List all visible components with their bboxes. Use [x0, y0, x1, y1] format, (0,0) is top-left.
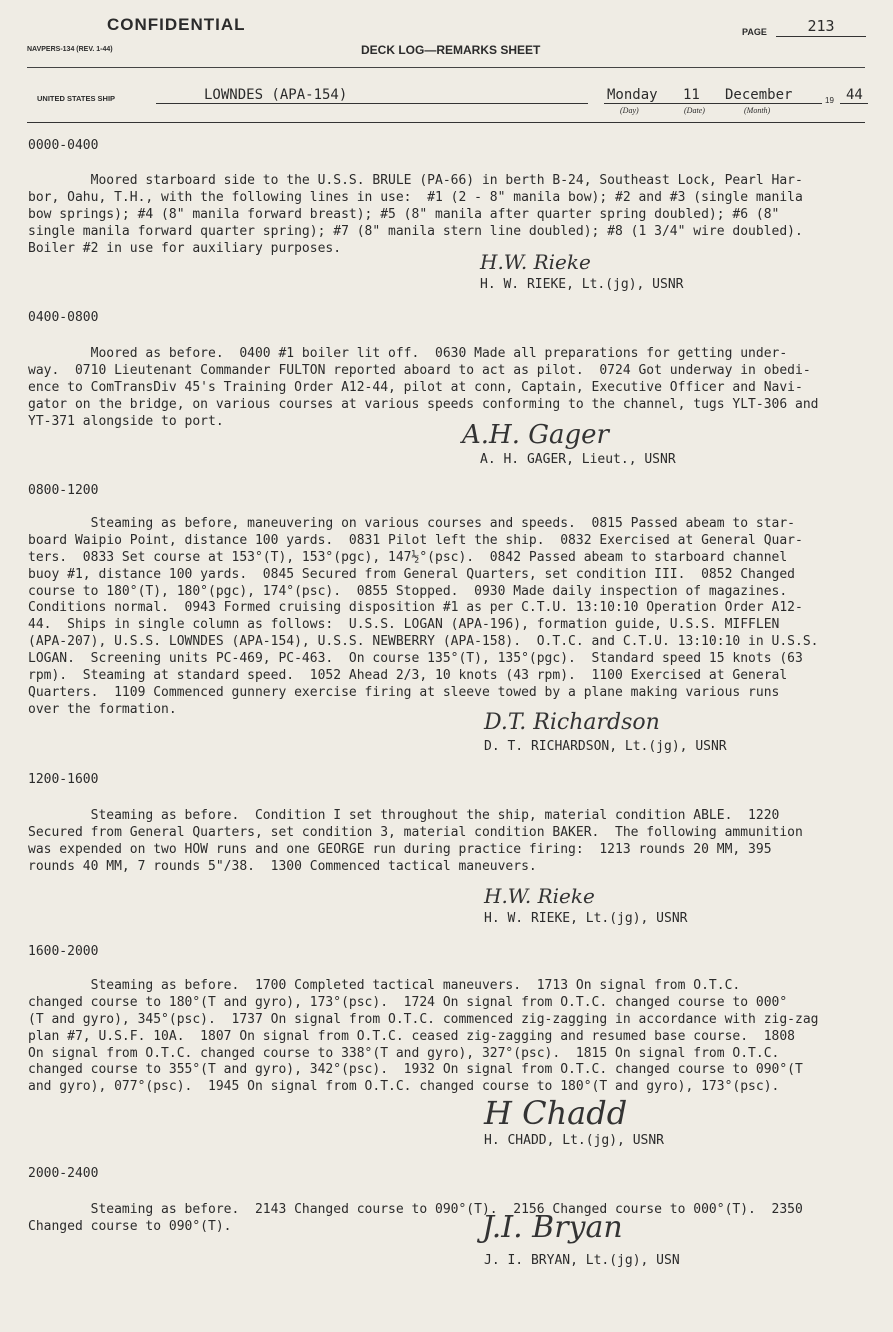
month-value: December [725, 87, 793, 103]
signed-name: H. W. RIEKE, Lt.(jg), USNR [480, 277, 684, 292]
header-rule [27, 67, 865, 68]
signed-name: H. CHADD, Lt.(jg), USNR [484, 1133, 665, 1148]
month-caption: (Month) [744, 106, 771, 115]
remark-line: Secured from General Quarters, set condition 3, material condition BAKER. The following ammunition [28, 824, 803, 840]
remark-line: Changed course to 090°(T). [28, 1218, 232, 1234]
remark-line: On signal from O.T.C. changed course to 338°(T and gyro), 327°(psc). 1815 On signal from O.T.C. [28, 1045, 780, 1061]
signature: H Chadd [484, 1094, 628, 1132]
remark-line: Quarters. 1109 Commenced gunnery exercise firing at sleeve towed by a plane making various runs [28, 684, 780, 700]
watch-time: 0400-0800 [28, 310, 99, 325]
remark-line: (T and gyro), 345°(psc). 1737 On signal from O.T.C. commenced zig-zagging in accordance with zig-zag [28, 1011, 819, 1027]
watch-time: 2000-2400 [28, 1166, 99, 1181]
watch-remarks [28, 791, 868, 892]
remark-line: Steaming as before, maneuvering on various courses and speeds. 0815 Passed abeam to star- [28, 515, 796, 531]
watch-time: 0800-1200 [28, 483, 99, 498]
day-value: Monday [607, 87, 658, 103]
signature: H.W. Rieke [480, 250, 591, 274]
ship-name: LOWNDES (APA-154) [204, 87, 348, 103]
remark-line: changed course to 180°(T and gyro), 173°(psc). 1724 On signal from O.T.C. changed course to 000° [28, 994, 788, 1010]
remark-line: changed course to 355°(T and gyro), 342°(psc). 1932 On signal from O.T.C. changed course to 090°(T [28, 1062, 803, 1078]
remark-line: way. 0710 Lieutenant Commander FULTON reported aboard to act as pilot. 0724 Got underway in obedi- [28, 362, 811, 378]
year-prefix: 19 [825, 96, 834, 105]
remark-line: bor, Oahu, T.H., with the following lines in use: #1 (2 - 8" manila bow); #2 and #3 (single manila [28, 189, 803, 205]
remark-line: board Waipio Point, distance 100 yards. 0831 Pilot left the ship. 0832 Exercised at General Quar- [28, 532, 803, 548]
remark-line: 44. Ships in single column as follows: U.S.S. LOGAN (APA-196), formation guide, U.S.S. MIFFLEN [28, 617, 780, 633]
remark-line: ence to ComTransDiv 45's Training Order A12-44, pilot at conn, Captain, Executive Officer and Navi- [28, 379, 803, 395]
remark-line: Steaming as before. Condition I set throughout the ship, material condition ABLE. 1220 [28, 807, 780, 823]
remark-line: bow springs); #4 (8" manila forward breast); #5 (8" manila after quarter spring doubled); #6 (8" [28, 206, 780, 222]
watch-time: 1600-2000 [28, 944, 99, 959]
remark-line: buoy #1, distance 100 yards. 0845 Secured from General Quarters, set condition III. 0852 Changed [28, 566, 796, 582]
date-caption: (Date) [684, 106, 705, 115]
signed-name: D. T. RICHARDSON, Lt.(jg), USNR [484, 739, 727, 754]
signed-name: A. H. GAGER, Lieut., USNR [480, 452, 676, 467]
classification-stamp: CONFIDENTIAL [107, 15, 246, 34]
remark-line: gator on the bridge, on various courses at various speeds conforming to the channel, tugs YLT-306 and [28, 396, 819, 412]
watch-remarks [28, 156, 868, 274]
watch-remarks [28, 1185, 868, 1253]
remark-line: LOGAN. Screening units PC-469, PC-463. On course 135°(T), 135°(pgc). Standard speed 15 knots (63 [28, 651, 803, 667]
watch-time: 0000-0400 [28, 138, 99, 153]
remark-line: YT-371 alongside to port. [28, 413, 224, 429]
page-label: PAGE [742, 27, 767, 37]
remark-line: Steaming as before. 2143 Changed course to 090°(T). 2156 Changed course to 000°(T). 2350 [28, 1201, 803, 1217]
watch-time: 1200-1600 [28, 772, 99, 787]
signed-name: H. W. RIEKE, Lt.(jg), USNR [484, 911, 688, 926]
remark-line: Moored as before. 0400 #1 boiler lit off. 0630 Made all preparations for getting under- [28, 345, 788, 361]
signature: J.I. Bryan [482, 1210, 623, 1245]
remark-line: was expended on two HOW runs and one GEORGE run during practice firing: 1213 rounds 20 MM, 395 [28, 841, 772, 857]
remark-line: Conditions normal. 0943 Formed cruising disposition #1 as per C.T.U. 13:10:10 Operation Order A12- [28, 600, 803, 616]
watch-remarks [28, 499, 868, 736]
signature: A.H. Gager [462, 420, 609, 450]
remark-line: ters. 0833 Set course at 153°(T), 153°(pgc), 147½°(psc). 0842 Passed abeam to starboard channel [28, 549, 788, 565]
remark-line: course to 180°(T), 180°(pgc), 174°(psc). 0855 Stopped. 0930 Made daily inspection of magazines. [28, 583, 788, 599]
day-caption: (Day) [620, 106, 639, 115]
remark-line: rounds 40 MM, 7 rounds 5"/38. 1300 Commenced tactical maneuvers. [28, 858, 537, 874]
date-value: 11 [683, 87, 700, 103]
signature: H.W. Rieke [484, 884, 595, 908]
watch-remarks [28, 329, 868, 447]
ship-label: UNITED STATES SHIP [37, 94, 116, 103]
signed-name: J. I. BRYAN, Lt.(jg), USN [484, 1253, 680, 1268]
remark-line: plan #7, U.S.F. 10A. 1807 On signal from O.T.C. ceased zig-zagging and resumed base course. 1808 [28, 1028, 796, 1044]
remark-line: single manila forward quarter spring); #7 (8" manila stern line doubled); #8 (1 3/4" wire doubled). [28, 223, 803, 239]
year-value: 44 [846, 87, 863, 103]
page-number: 213 [776, 17, 866, 37]
remark-line: Moored starboard side to the U.S.S. BRULE (PA-66) in berth B-24, Southeast Lock, Pearl Har- [28, 172, 803, 188]
header-bottom-rule [27, 122, 865, 123]
remark-line: rpm). Steaming at standard speed. 1052 Ahead 2/3, 10 knots (43 rpm). 1100 Exercised at General [28, 668, 788, 684]
remark-line: Steaming as before. 1700 Completed tactical maneuvers. 1713 On signal from O.T.C. [28, 977, 741, 993]
form-number: NAVPERS-134 (REV. 1-44) [27, 46, 113, 53]
watch-remarks [28, 961, 868, 1113]
signature: D.T. Richardson [484, 710, 660, 735]
remark-line: Boiler #2 in use for auxiliary purposes. [28, 240, 342, 256]
remark-line: over the formation. [28, 701, 177, 717]
remark-line: (APA-207), U.S.S. LOWNDES (APA-154), U.S.S. NEWBERRY (APA-158). O.T.C. and C.T.U. 13:10:10 in U.S.S. [28, 634, 819, 650]
sheet-title: DECK LOG—REMARKS SHEET [361, 43, 541, 57]
remark-line: and gyro), 077°(psc). 1945 On signal from O.T.C. changed course to 180°(T and gyro), 173°(psc). [28, 1079, 780, 1095]
